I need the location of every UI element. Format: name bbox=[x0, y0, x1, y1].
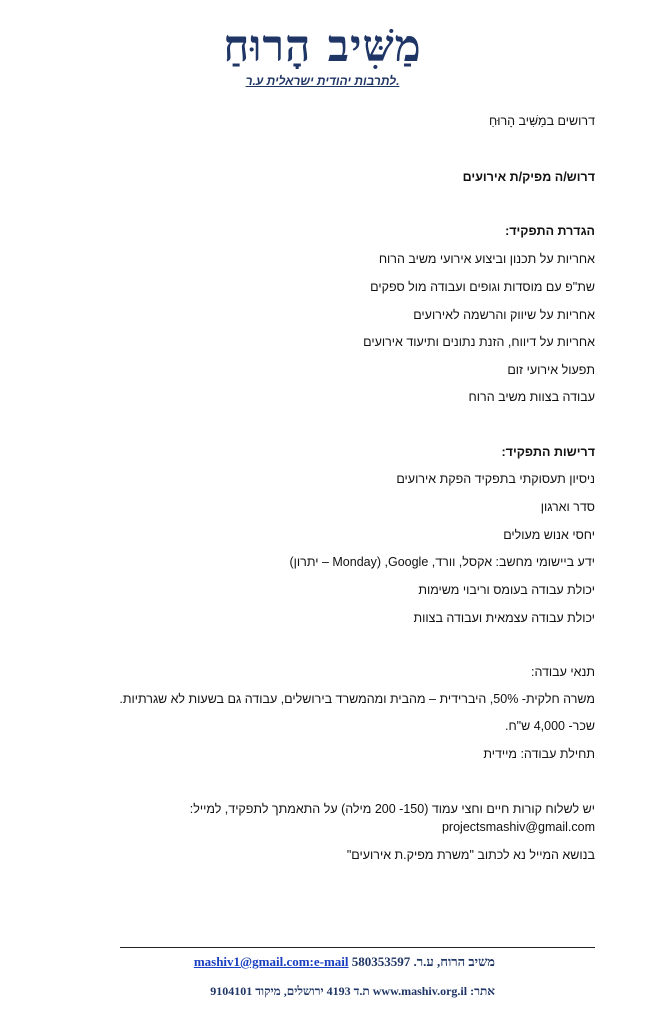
terms-heading: תנאי עבודה: bbox=[530, 665, 595, 679]
job-title: דרוש/ה מפיק/ת אירועים bbox=[462, 170, 595, 184]
org-logo: מַשִּׁיב הָרוּחַ bbox=[223, 21, 422, 72]
requirement-item: ניסיון תעסוקתי בתפקיד הפקת אירועים bbox=[396, 472, 595, 486]
requirement-item: יכולת עבודה בעומס וריבוי משימות bbox=[418, 583, 595, 597]
intro-line: דרושים במַשִּׁיב הָרוּחַ bbox=[488, 114, 595, 128]
definition-item: שת"פ עם מוסדות וגופים ועבודה מול ספקים bbox=[370, 280, 595, 294]
definition-item: אחריות על שיווק והרשמה לאירועים bbox=[413, 308, 595, 322]
footer-divider bbox=[120, 947, 595, 948]
requirements-heading: דרישות התפקיד: bbox=[501, 445, 595, 459]
terms-item: משרה חלקית- 50%, היברידית – מהבית ומהמשרד בירושלים, עבודה גם בשעות לא שגרתיות. bbox=[119, 692, 595, 706]
footer-org: משיב הרוח, ע.ר. 580353597 bbox=[351, 954, 495, 969]
definition-item: עבודה בצוות משיב הרוח bbox=[468, 390, 595, 404]
footer-address: אתר: www.mashiv.org.il ת.ד 4193 ירושלים, מיקוד 9104101 bbox=[210, 984, 495, 998]
requirement-item: יחסי אנוש מעולים bbox=[503, 528, 595, 542]
apply-email[interactable]: projectsmashiv@gmail.com bbox=[441, 820, 595, 834]
definition-item: אחריות על דיווח, הזנת נתונים ותיעוד אירועים bbox=[363, 335, 595, 349]
requirement-item: יכולת עבודה עצמאית ועבודה בצוות bbox=[413, 611, 595, 625]
terms-item: תחילת עבודה: מיידית bbox=[483, 747, 595, 761]
terms-item: שכר- 4,000 ש"ח. bbox=[504, 719, 595, 733]
definition-item: אחריות על תכנון וביצוע אירועי משיב הרוח bbox=[378, 252, 595, 266]
letterhead bbox=[0, 22, 645, 90]
footer-org-line bbox=[194, 954, 495, 970]
subject-line: בנושא המייל נא לכתוב "משרת מפיק.ת אירועים" bbox=[346, 848, 595, 862]
footer-email-link[interactable]: mashiv1@gmail.com:e-mail bbox=[193, 954, 349, 969]
definition-item: תפעול אירועי זום bbox=[507, 363, 595, 377]
requirement-item: סדר וארגון bbox=[540, 500, 595, 514]
requirement-item: ידע ביישומי מחשב: אקסל, וורד, Google, (Monday – יתרון) bbox=[289, 555, 595, 569]
org-subtitle: לתרבות יהודית ישראלית ע.ר. bbox=[245, 74, 400, 88]
apply-line: יש לשלוח קורות חיים וחצי עמוד (150- 200 מילה) על התאמתך לתפקיד, למייל: bbox=[189, 802, 595, 816]
definition-heading: הגדרת התפקיד: bbox=[505, 224, 595, 238]
